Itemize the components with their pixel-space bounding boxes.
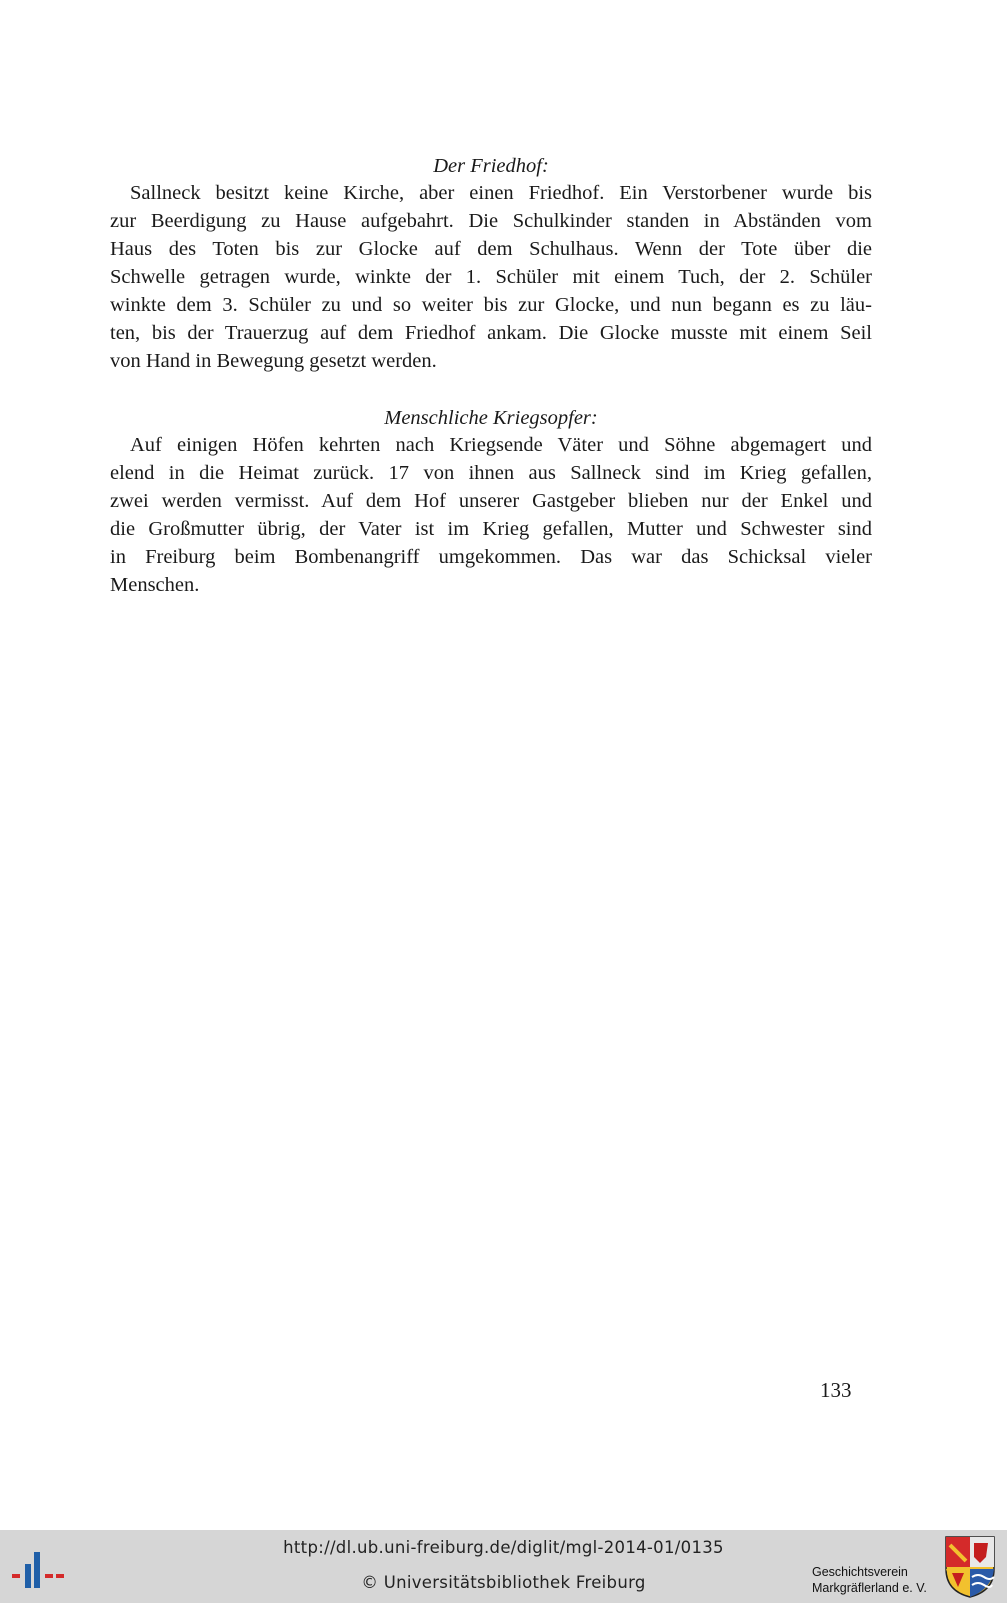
footer-bar: [0, 1530, 1007, 1603]
paragraph-kriegsopfer: [110, 431, 872, 599]
text-line: Menschen.: [110, 574, 200, 596]
society-name: [812, 1564, 927, 1596]
society-name-line: Geschichtsverein: [812, 1565, 908, 1579]
society-name-line: Markgräflerland e. V.: [812, 1581, 927, 1595]
footer-copyright: © Universitätsbibliothek Freiburg: [361, 1573, 646, 1592]
text-line: Sallneck besitzt keine Kirche, aber einen Friedhof. Ein Verstorbener wurde bis: [130, 182, 872, 204]
page-number: 133: [820, 1378, 852, 1402]
text-line: elend in die Heimat zurück. 17 von ihnen aus Sallneck sind im Krieg gefallen,: [110, 462, 872, 484]
section-title-friedhof: Der Friedhof:: [433, 155, 549, 177]
coat-of-arms-icon: [944, 1535, 996, 1599]
text-line: winkte dem 3. Schüler zu und so weiter bis zur Glocke, und nun begann es zu läu-: [110, 294, 872, 316]
paragraph-friedhof: [110, 179, 872, 375]
text-line: von Hand in Bewegung gesetzt werden.: [110, 350, 437, 372]
text-line: zwei werden vermisst. Auf dem Hof unserer Gastgeber blieben nur der Enkel und: [110, 490, 872, 512]
text-line: Haus des Toten bis zur Glocke auf dem Schulhaus. Wenn der Tote über die: [110, 238, 872, 260]
footer-url-link[interactable]: http://dl.ub.uni-freiburg.de/diglit/mgl-2014-01/0135: [283, 1538, 724, 1557]
text-line: die Großmutter übrig, der Vater ist im Krieg gefallen, Mutter und Schwester sind: [110, 518, 872, 540]
section-title-kriegsopfer: Menschliche Kriegsopfer:: [384, 407, 598, 429]
text-line: zur Beerdigung zu Hause aufgebahrt. Die Schulkinder standen in Abständen vom: [110, 210, 872, 232]
text-line: ten, bis der Trauerzug auf dem Friedhof ankam. Die Glocke musste mit einem Seil: [110, 322, 872, 344]
text-line: Auf einigen Höfen kehrten nach Kriegsende Väter und Söhne abgemagert und: [130, 434, 872, 456]
text-line: Schwelle getragen wurde, winkte der 1. Schüler mit einem Tuch, der 2. Schüler: [110, 266, 872, 288]
text-line: in Freiburg beim Bombenangriff umgekommen. Das war das Schicksal vieler: [110, 546, 872, 568]
